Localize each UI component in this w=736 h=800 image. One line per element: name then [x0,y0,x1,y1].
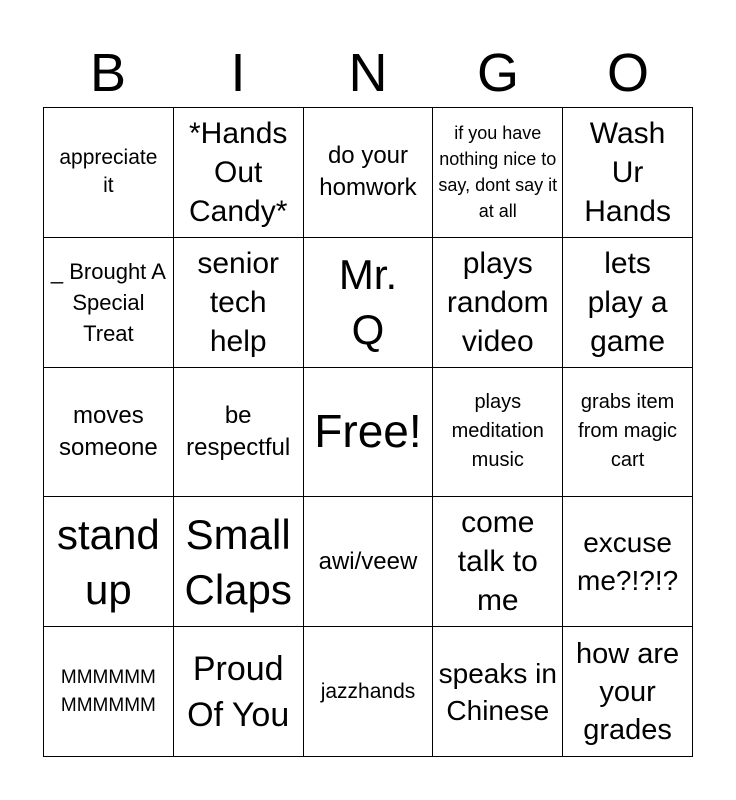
cell-text: Wash Ur Hands [584,116,671,228]
cell-text: Free! [314,405,422,458]
cell-text: Mr. Q [338,251,398,354]
bingo-card-grid [43,107,693,757]
header-letter-n: N [348,43,388,103]
bingo-cell[interactable] [563,497,693,627]
header-letter-o: O [606,43,649,103]
bingo-cell[interactable] [44,238,174,368]
bingo-cell[interactable] [433,627,563,757]
bingo-cell[interactable] [563,108,693,238]
bingo-cell[interactable] [433,108,563,238]
cell-text: speaks in Chinese [438,657,557,726]
bingo-cell[interactable] [44,497,174,627]
cell-text: stand up [57,510,160,613]
cell-text: plays meditation music [451,391,544,472]
cell-text: Proud Of You [187,649,290,734]
bingo-cell[interactable] [304,238,434,368]
cell-text: jazzhands [320,679,416,703]
bingo-cell[interactable] [174,368,304,498]
header-letter-b: B [89,43,127,103]
cell-text: Small Claps [184,510,292,613]
cell-text: be respectful [186,401,291,461]
bingo-cell[interactable] [563,368,693,498]
cell-text: if you have nothing nice to say, dont say it at all [438,123,558,222]
cell-text: come talk to me [457,506,538,618]
bingo-cell[interactable] [563,627,693,757]
bingo-cell[interactable] [563,238,693,368]
bingo-cell[interactable] [174,627,304,757]
bingo-cell[interactable] [304,627,434,757]
header-letter-i: I [230,43,246,103]
cell-text: how are your grades [576,637,680,746]
bingo-cell[interactable] [174,497,304,627]
bingo-header [43,38,693,108]
cell-text: awi/veew [318,547,418,575]
bingo-cell[interactable] [304,368,434,498]
bingo-cell[interactable] [44,368,174,498]
cell-text: moves someone [59,401,158,461]
bingo-cell[interactable] [433,368,563,498]
bingo-cell[interactable] [44,627,174,757]
bingo-cell[interactable] [433,497,563,627]
bingo-cell[interactable] [174,108,304,238]
bingo-cell[interactable] [174,238,304,368]
bingo-cell[interactable] [433,238,563,368]
cell-text: appreciate it [59,146,158,198]
header-letter-g: G [476,43,519,103]
cell-text: grabs item from magic cart [578,391,678,472]
bingo-cell[interactable] [304,108,434,238]
cell-text: excuse me?!?!? [577,526,679,596]
cell-text: plays random video [446,246,549,358]
cell-text: senior tech help [197,246,280,358]
cell-text: _ Brought A Special Treat [50,258,166,346]
cell-text: lets play a game [587,246,668,358]
cell-text: MMMMMM MMMMMM [60,666,156,716]
bingo-cell[interactable] [44,108,174,238]
cell-text: *Hands Out Candy* [188,116,288,228]
cell-text: do your homwork [319,142,417,202]
bingo-cell[interactable] [304,497,434,627]
